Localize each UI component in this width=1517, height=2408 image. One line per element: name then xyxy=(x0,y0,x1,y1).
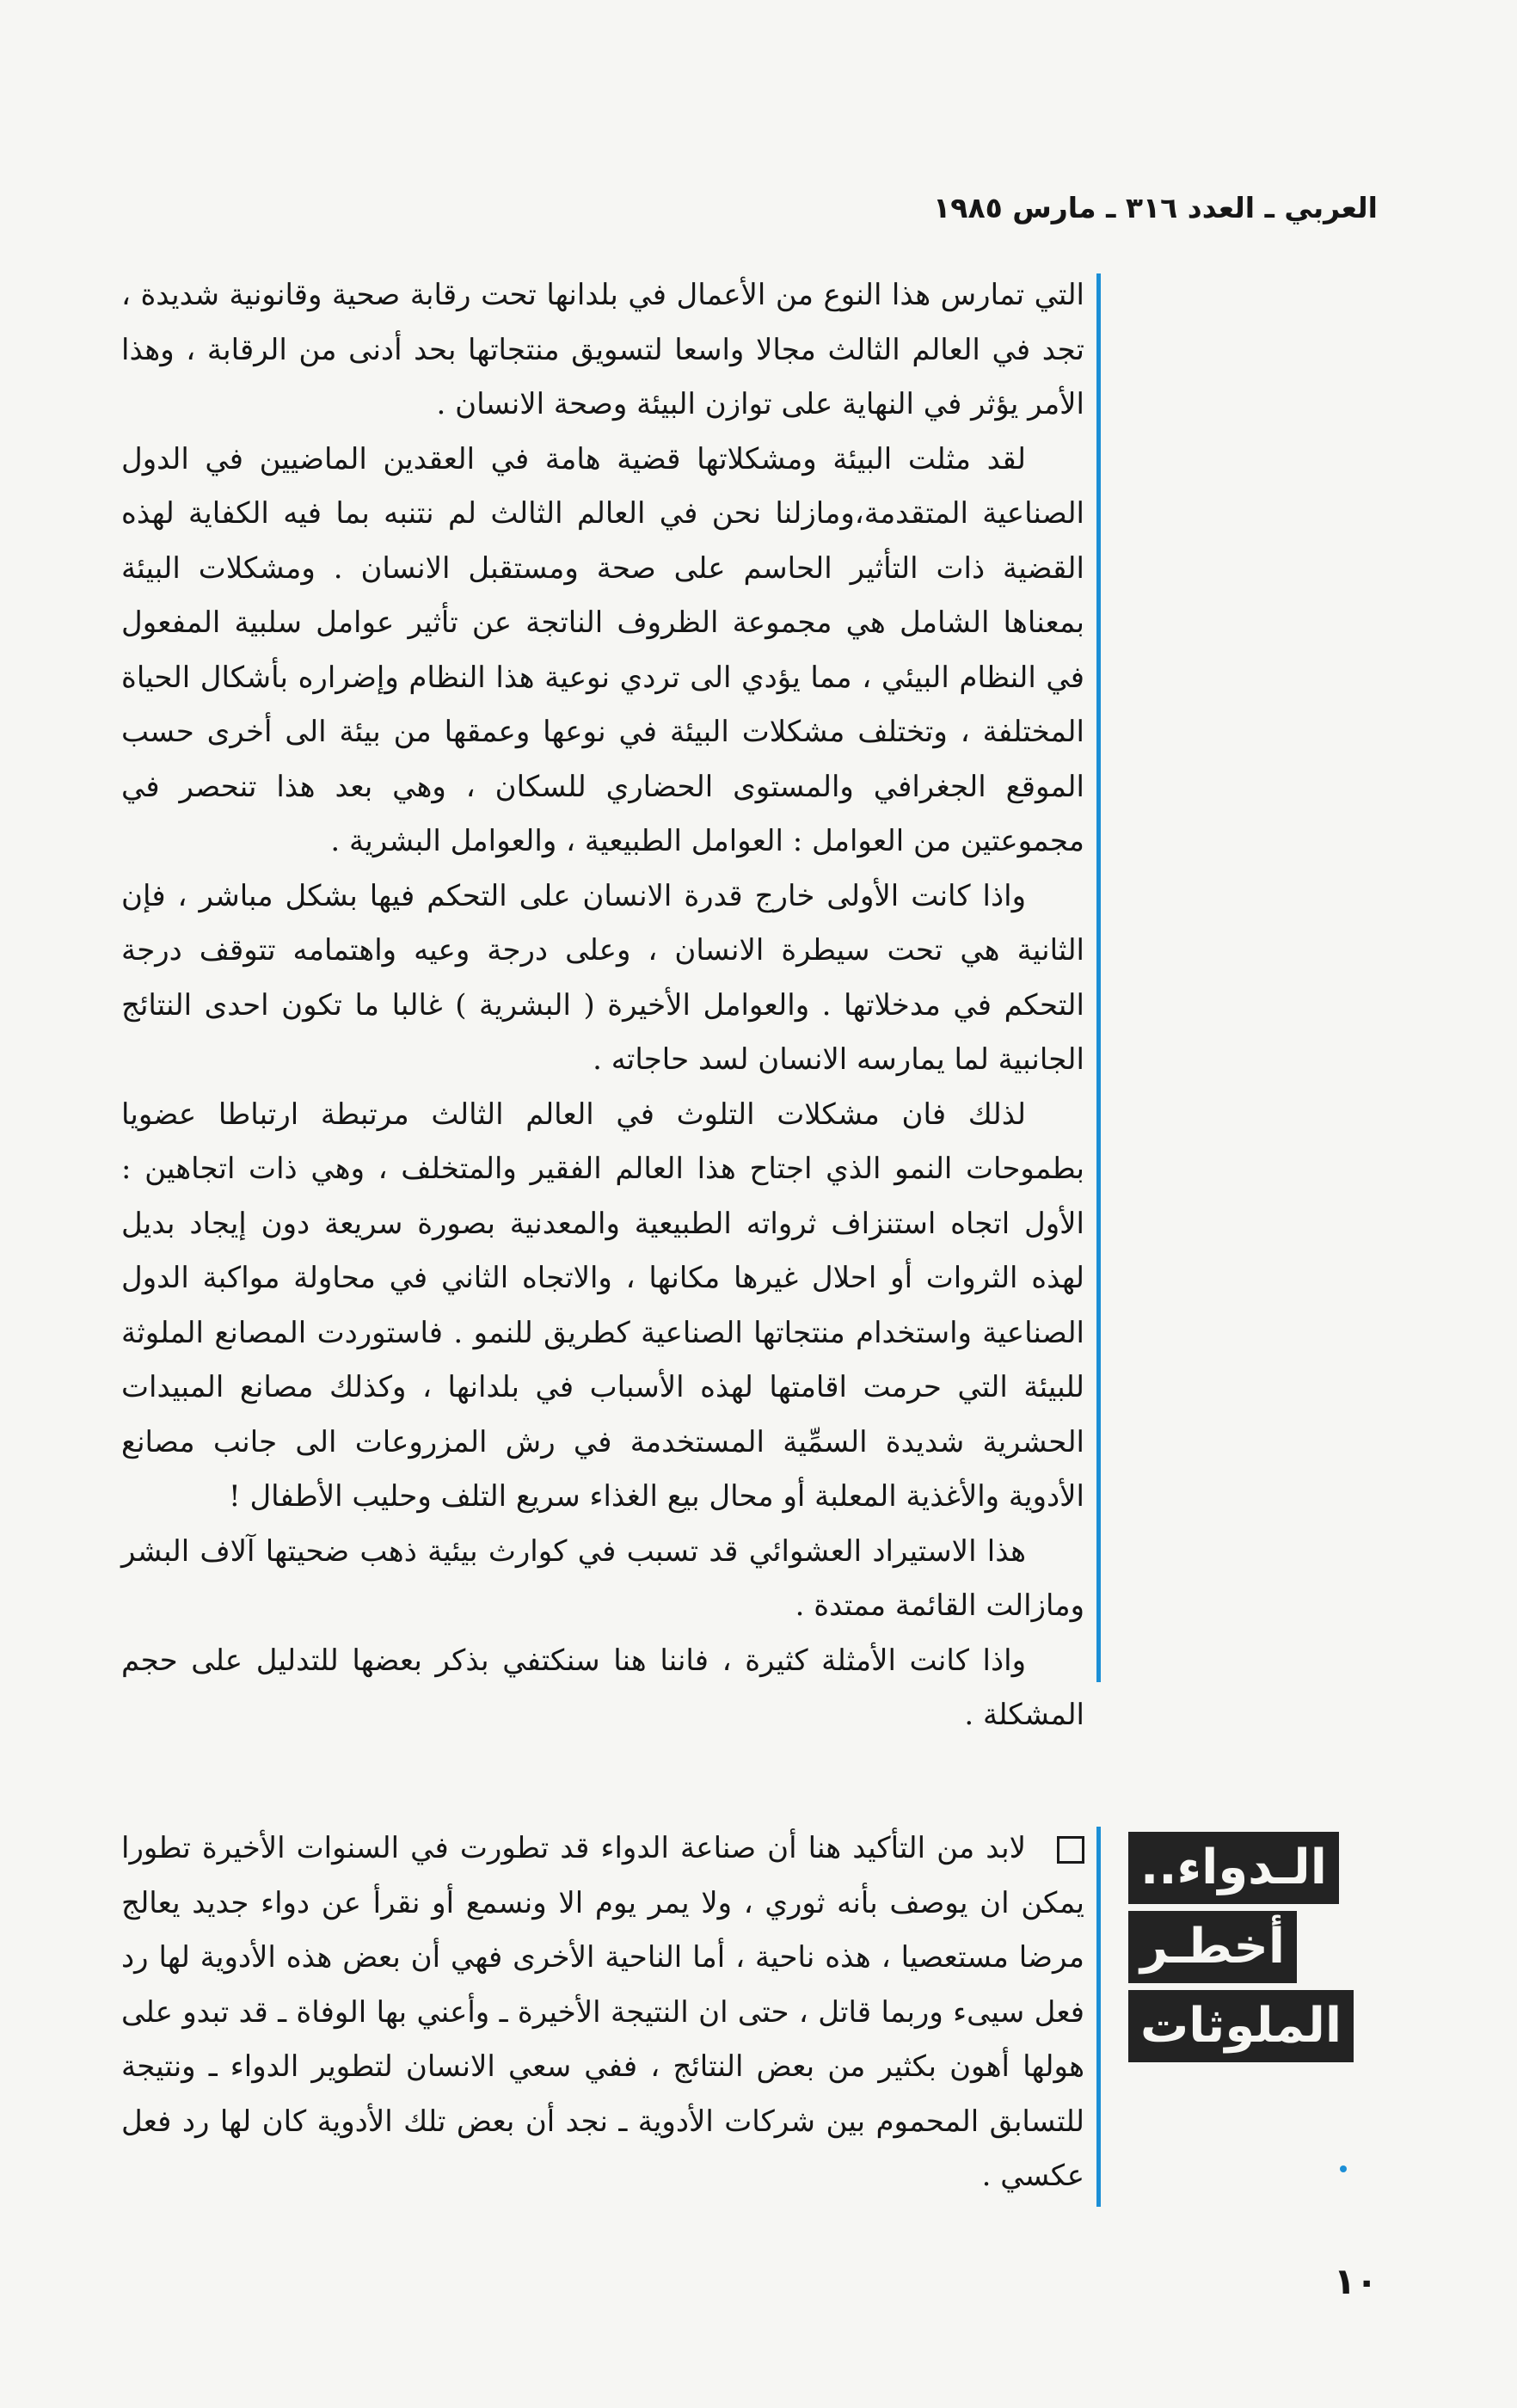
section-title-line-2: أخطـر xyxy=(1128,1911,1297,1983)
column-rule-upper xyxy=(1096,273,1101,1682)
section-paragraph-text: لابد من التأكيد هنا أن صناعة الدواء قد تطورت في السنوات الأخيرة تطورا يمكن ان يوصف بأنه ثوري ، ولا يمر يوم الا ونسمع أو نقرأ عن دواء جديد يعالج مرضا مستعصيا ، هذه ناحية ، أما الناحية الأخرى فهي أن بعض هذه الأدوية لها رد فعل سيىء وربما قاتل ، حتى ان النتيجة الأخيرة ـ وأعني بها الوفاة ـ قد تبدو على هولها أهون بكثير من بعض النتائج ، ففي سعي الانسان لتطوير الدواء ـ ونتيجة للتسابق المحموم بين شركات الأدوية ـ نجد أن بعض تلك الأدوية كان لها رد فعل عكسي . xyxy=(121,1831,1084,2193)
article-body-upper xyxy=(121,268,1084,1743)
column-rule-lower xyxy=(1096,1827,1101,2207)
paragraph-6: واذا كانت الأمثلة كثيرة ، فاننا هنا سنكتفي بذكر بعضها للتدليل على حجم المشكلة . xyxy=(121,1643,1084,1732)
paragraph-2: لقد مثلت البيئة ومشكلاتها قضية هامة في العقدين الماضيين في الدول الصناعية المتقدمة،ومازلنا نحن في العالم الثالث لم نتنبه بما فيه الكفاية لهذه القضية ذات التأثير الحاسم على صحة ومستقبل الانسان . ومشكلات البيئة بمعناها الشامل هي مجموعة الظروف الناتجة عن تأثير عوامل سلبية المفعول في النظام البيئي ، مما يؤدي الى تردي نوعية هذا النظام وإضراره بأشكال الحياة المختلفة ، وتختلف مشكلات البيئة في نوعها وعمقها من بيئة الى أخرى حسب الموقع الجغرافي والمستوى الحضاري للسكان ، وهي بعد هذا تنحصر في مجموعتين من العوامل : العوامل الطبيعية ، والعوامل البشرية . xyxy=(121,441,1084,858)
paragraph-4: لذلك فان مشكلات التلوث في العالم الثالث مرتبطة ارتباطا عضويا بطموحات النمو الذي اجتاح هذا العالم الفقير والمتخلف ، وهي ذات اتجاهين : الأول اتجاه استنزاف ثرواته الطبيعية والمعدنية بصورة سريعة دون إيجاد بديل لهذه الثروات أو احلال غيرها مكانها ، والاتجاه الثاني في محاولة مواكبة الدول الصناعية واستخدام منتجاتها الصناعية كطريق للنمو . فاستوردت المصانع الملوثة للبيئة التي حرمت اقامتها لهذه الأسباب في بلدانها ، وكذلك مصانع المبيدات الحشرية شديدة السمِّية المستخدمة في رش المزروعات الى جانب مصانع الأدوية والأغذية المعلبة أو محال بيع الغذاء سريع التلف وحليب الأطفال ! xyxy=(121,1096,1084,1514)
section-title xyxy=(1128,1832,1378,2062)
article-body-lower xyxy=(121,1821,1084,2204)
section-paragraph xyxy=(121,1821,1084,2204)
section-title-line-1: الـدواء.. xyxy=(1128,1832,1339,1904)
section-box-icon xyxy=(1057,1836,1084,1864)
running-head: العربي ـ العدد ٣١٦ ـ مارس ١٩٨٥ xyxy=(933,191,1378,224)
section-title-line-3: الملوثات xyxy=(1128,1990,1354,2062)
paragraph-1: التي تمارس هذا النوع من الأعمال في بلدانها تحت رقابة صحية وقانونية شديدة ، تجد في العالم الثالث مجالا واسعا لتسويق منتجاتها بحد أدنى من الرقابة ، وهذا الأمر يؤثر في النهاية على توازن البيئة وصحة الانسان . xyxy=(121,278,1084,421)
page-number: ١٠ xyxy=(1333,2260,1378,2302)
decorative-dot xyxy=(1340,2165,1347,2172)
paragraph-3: واذا كانت الأولى خارج قدرة الانسان على التحكم فيها بشكل مباشر ، فإن الثانية هي تحت سيطرة الانسان ، وعلى درجة وعيه واهتمامه تتوقف درجة التحكم في مدخلاتها . والعوامل الأخيرة ( البشرية ) غالبا ما تكون احدى النتائج الجانبية لما يمارسه الانسان لسد حاجاته . xyxy=(121,878,1084,1077)
paragraph-5: هذا الاستيراد العشوائي قد تسبب في كوارث بيئية ذهب ضحيتها آلاف البشر ومازالت القائمة ممتدة . xyxy=(121,1533,1084,1623)
